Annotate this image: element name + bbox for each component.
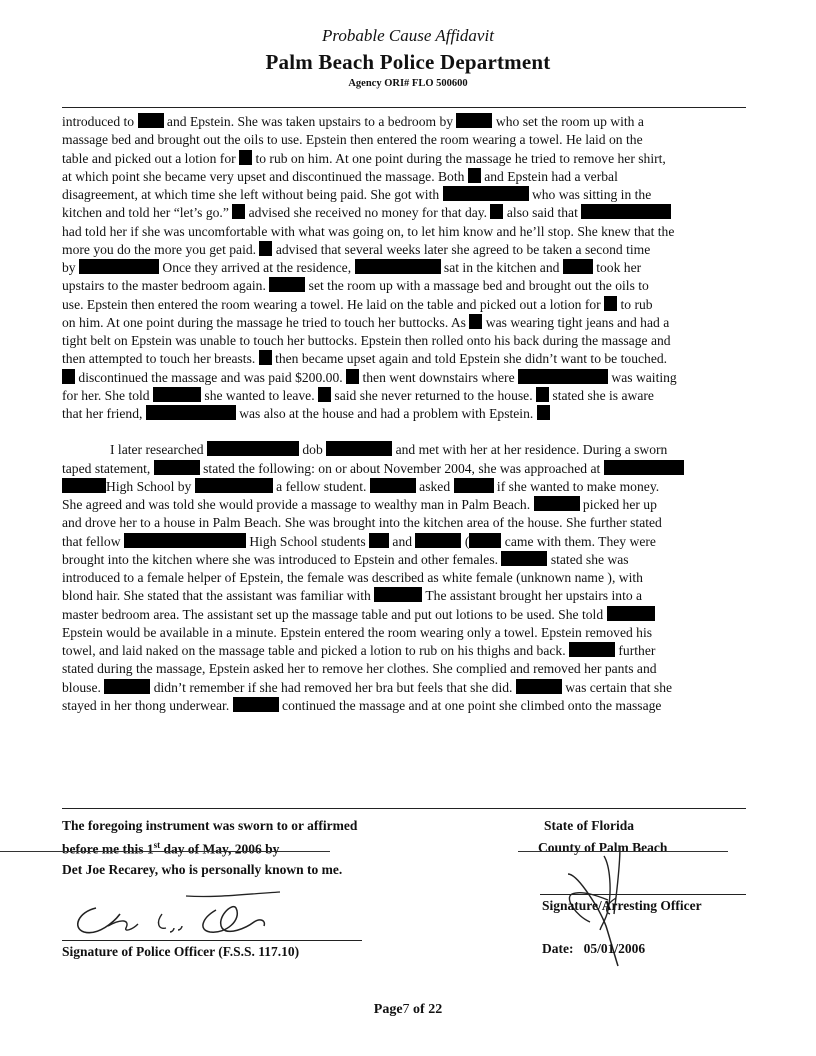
text-run: who set the room up with a bbox=[492, 114, 644, 129]
oath-line-2-pre: before me this 1 bbox=[62, 841, 154, 857]
text-run: she wanted to leave. bbox=[201, 387, 319, 403]
text-run: disagreement, at which time she left without being paid. She got with bbox=[62, 187, 443, 202]
text-run: at which point she became very upset and discontinued the massage. Both bbox=[62, 168, 468, 184]
page-prefix: Page bbox=[373, 1002, 403, 1017]
text-line bbox=[62, 350, 792, 368]
text-run: further bbox=[615, 643, 656, 658]
text-run: to rub on him. At one point during the massage he tried to remove her shirt, bbox=[252, 150, 666, 166]
text-run: I later researched bbox=[110, 442, 207, 458]
paragraph-gap bbox=[62, 423, 792, 441]
redaction-block bbox=[239, 150, 252, 165]
redaction-block bbox=[346, 369, 359, 384]
text-run: that fellow bbox=[62, 533, 124, 549]
paragraph-2 bbox=[62, 441, 792, 715]
text-line bbox=[62, 533, 792, 551]
text-run: and drove her to a house in Palm Beach. She was brought into the kitchen area of the house. She further stated bbox=[62, 515, 662, 531]
text-line bbox=[62, 642, 792, 660]
text-run: master bedroom area. The assistant set up the massage table and put out lotions to be used. She told bbox=[62, 606, 607, 622]
text-run: more you do the more you get paid. bbox=[62, 241, 260, 257]
text-line bbox=[62, 332, 792, 350]
text-run: introduced to bbox=[62, 114, 138, 129]
date-row bbox=[542, 941, 645, 957]
redaction-block bbox=[469, 533, 501, 548]
text-run: had told her if she was uncomfortable with what was going on, to let him know and he’ll stop. She knew that the bbox=[62, 223, 675, 239]
text-line bbox=[62, 259, 792, 277]
text-run: didn’t remember if she had removed her bra but feels that she did. bbox=[150, 679, 516, 695]
redaction-block bbox=[374, 587, 422, 602]
text-run: and bbox=[389, 533, 416, 549]
oath-line-2-post: day of May, 2006 by bbox=[160, 841, 280, 857]
text-run: stated she is aware bbox=[549, 387, 654, 403]
text-run: said she never returned to the house. bbox=[331, 387, 536, 403]
text-line bbox=[62, 587, 792, 605]
redaction-block bbox=[536, 387, 549, 402]
text-line bbox=[62, 113, 792, 131]
text-run: to rub bbox=[617, 296, 653, 312]
arresting-signature-line bbox=[540, 894, 746, 895]
redaction-block bbox=[138, 113, 164, 128]
text-run: stated the following: on or about November 2004, she was approached at bbox=[199, 460, 604, 476]
redaction-block bbox=[233, 697, 279, 712]
text-run: taped statement, bbox=[62, 460, 154, 476]
text-run: and met with her at her residence. During a sworn bbox=[392, 442, 668, 458]
date-value: 05/01/2006 bbox=[583, 941, 646, 956]
text-line bbox=[62, 296, 792, 314]
redaction-block bbox=[485, 186, 529, 201]
text-line bbox=[62, 514, 792, 532]
text-line bbox=[62, 204, 792, 222]
text-run: High School by bbox=[106, 478, 195, 494]
police-signature-label: Signature of Police Officer (F.S.S. 117.10) bbox=[62, 944, 300, 959]
text-run: stated during the massage, Epstein asked her to remove her clothes. She complied and removed her pants and bbox=[62, 661, 657, 677]
text-run: and Epstein. She was taken upstairs to a bedroom by bbox=[163, 114, 457, 129]
text-line bbox=[62, 314, 792, 332]
text-run: introduced to a female helper of Epstein, the female was described as white female (unknown name ), with bbox=[62, 570, 643, 585]
text-run: Epstein would be available in a minute. Epstein entered the room wearing only a towel. Epstein removed his bbox=[62, 624, 653, 640]
text-line bbox=[62, 697, 792, 715]
redaction-block bbox=[62, 478, 106, 493]
redaction-block bbox=[115, 259, 159, 274]
page-number: 7 bbox=[402, 1002, 410, 1017]
redaction-block bbox=[259, 241, 272, 256]
signature-section-rule bbox=[62, 808, 746, 809]
text-run: was wearing tight jeans and had a bbox=[482, 314, 670, 330]
redaction-block bbox=[154, 460, 200, 475]
redaction-block bbox=[355, 259, 397, 274]
text-run: if she wanted to make money. bbox=[493, 478, 660, 494]
text-line bbox=[62, 624, 792, 642]
text-run: towel, and laid naked on the massage table and picked a lotion to rub on his thighs and back. bbox=[62, 643, 569, 658]
header-rule bbox=[62, 107, 746, 108]
text-run: asked bbox=[415, 478, 454, 494]
text-line bbox=[62, 241, 792, 259]
text-line bbox=[62, 569, 792, 587]
text-run: advised she received no money for that day. bbox=[245, 205, 491, 221]
redaction-block bbox=[469, 314, 482, 329]
text-run: also said that bbox=[503, 205, 582, 221]
arresting-signature-label: Signature/Arresting Officer bbox=[542, 898, 702, 913]
text-run: advised that several weeks later she agreed to be taken a second time bbox=[272, 241, 651, 257]
redaction-block bbox=[225, 478, 273, 493]
text-run: for her. She told bbox=[62, 387, 153, 403]
text-run: tight belt on Epstein was unable to touch her buttocks. Epstein then rolled onto his back during the massage and bbox=[62, 333, 671, 348]
oath-line-3: Det Joe Recarey, who is personally known to me. bbox=[62, 862, 343, 877]
text-line bbox=[62, 186, 792, 204]
text-run: who was sitting in the bbox=[528, 187, 652, 202]
text-run: ( bbox=[461, 533, 470, 549]
text-line bbox=[62, 441, 792, 459]
text-run: then became upset again and told Epstein she didn’t want to be touched. bbox=[271, 351, 668, 367]
redaction-block bbox=[563, 259, 593, 274]
text-run: a fellow student. bbox=[272, 478, 370, 494]
text-run: was certain that she bbox=[561, 679, 673, 695]
paragraph-1 bbox=[62, 113, 792, 423]
redaction-block bbox=[318, 387, 331, 402]
redaction-block bbox=[604, 296, 617, 311]
redaction-block bbox=[326, 441, 392, 456]
redaction-block bbox=[195, 478, 225, 493]
redaction-block bbox=[581, 204, 623, 219]
text-line bbox=[62, 660, 792, 678]
text-line bbox=[62, 387, 792, 405]
text-run: set the room up with a massage bed and brought out the oils to bbox=[305, 278, 649, 294]
redaction-block bbox=[188, 405, 236, 420]
text-run: by bbox=[62, 260, 79, 275]
text-line bbox=[62, 150, 792, 168]
county-label: County of Palm Beach bbox=[538, 840, 668, 855]
oath-ordinal-suffix: st bbox=[153, 840, 161, 850]
redaction-block bbox=[518, 369, 560, 384]
text-line bbox=[62, 496, 792, 514]
redaction-block bbox=[207, 441, 249, 456]
redaction-block bbox=[443, 186, 485, 201]
page-total: of 22 bbox=[409, 1002, 443, 1017]
text-run: then attempted to touch her breasts. bbox=[62, 351, 259, 367]
text-line bbox=[62, 277, 792, 295]
text-line bbox=[62, 168, 792, 186]
redaction-block bbox=[537, 405, 550, 420]
text-run: came with them. They were bbox=[501, 533, 656, 549]
text-run: table and picked out a lotion for bbox=[62, 150, 240, 166]
text-run: that her friend, bbox=[62, 406, 146, 421]
redaction-block bbox=[62, 369, 75, 384]
oath-line-2 bbox=[62, 840, 279, 858]
redaction-block bbox=[232, 204, 245, 219]
text-line bbox=[62, 460, 792, 478]
redaction-block bbox=[468, 168, 481, 183]
text-line bbox=[62, 131, 792, 149]
redaction-block bbox=[370, 478, 416, 493]
text-run: took her bbox=[592, 260, 642, 275]
text-line bbox=[62, 478, 792, 496]
text-run: then went downstairs where bbox=[359, 369, 519, 385]
redaction-block bbox=[79, 259, 115, 274]
redaction-block bbox=[249, 441, 299, 456]
redaction-block bbox=[607, 606, 655, 621]
redaction-block bbox=[104, 679, 150, 694]
redaction-block bbox=[501, 551, 547, 566]
oath-line-1: The foregoing instrument was sworn to or affirmed bbox=[62, 818, 358, 833]
text-run: blouse. bbox=[62, 679, 105, 695]
redaction-block bbox=[415, 533, 461, 548]
redaction-block bbox=[623, 204, 671, 219]
redaction-block bbox=[269, 277, 305, 292]
date-label: Date: bbox=[542, 941, 574, 956]
text-line bbox=[62, 606, 792, 624]
text-run: and Epstein had a verbal bbox=[480, 168, 618, 184]
department-name: Palm Beach Police Department bbox=[265, 50, 551, 74]
text-run: use. Epstein then entered the room wearing a towel. He laid on the table and picked out a lotion for bbox=[62, 296, 605, 312]
text-run: sat in the kitchen and bbox=[440, 260, 563, 275]
redaction-block bbox=[516, 679, 562, 694]
text-run: kitchen and told her “let’s go.” bbox=[62, 205, 233, 221]
text-line bbox=[62, 551, 792, 569]
state-label: State of Florida bbox=[544, 818, 634, 833]
text-run: Once they arrived at the residence, bbox=[159, 260, 355, 275]
redaction-block bbox=[124, 533, 246, 548]
redaction-block bbox=[397, 259, 441, 274]
redaction-block bbox=[454, 478, 494, 493]
text-run: picked her up bbox=[579, 497, 657, 512]
oath-strikethrough bbox=[0, 851, 330, 852]
text-run: stayed in her thong underwear. bbox=[62, 697, 233, 713]
text-run: brought into the kitchen where she was introduced to Epstein and other females. bbox=[62, 551, 502, 567]
text-run: was also at the house and had a problem with Epstein. bbox=[235, 406, 537, 421]
agency-ori: Agency ORI# FLO 500600 bbox=[348, 78, 468, 89]
text-line bbox=[62, 405, 792, 423]
text-run: upstairs to the master bedroom again. bbox=[62, 278, 270, 294]
text-run: She agreed and was told she would provide a massage to wealthy man in Palm Beach. bbox=[62, 497, 534, 512]
text-run: massage bed and brought out the oils to use. Epstein then entered the room wearing a towel. He laid on the bbox=[62, 132, 643, 148]
text-run: High School students bbox=[245, 533, 370, 549]
redaction-block bbox=[569, 642, 615, 657]
police-signature-line bbox=[62, 940, 362, 941]
redaction-block bbox=[456, 113, 492, 128]
text-run: The assistant brought her upstairs into a bbox=[422, 588, 643, 604]
text-line bbox=[62, 369, 792, 387]
redaction-block bbox=[604, 460, 684, 475]
redaction-block bbox=[146, 405, 188, 420]
police-officer-signature bbox=[66, 888, 296, 940]
text-line bbox=[62, 679, 792, 697]
text-run: stated she was bbox=[547, 551, 629, 567]
text-line bbox=[62, 223, 792, 241]
text-run: on him. At one point during the massage he tried to touch her buttocks. As bbox=[62, 314, 470, 330]
redaction-block bbox=[560, 369, 608, 384]
text-run: blond hair. She stated that the assistant was familiar with bbox=[62, 588, 375, 604]
text-run: was waiting bbox=[608, 369, 677, 385]
affidavit-body bbox=[62, 113, 792, 715]
text-run: dob bbox=[298, 442, 327, 458]
text-run: discontinued the massage and was paid $200.00. bbox=[75, 369, 347, 385]
text-run: continued the massage and at one point she climbed onto the massage bbox=[278, 697, 662, 713]
redaction-block bbox=[259, 350, 272, 365]
page-footer bbox=[0, 1002, 816, 1018]
redaction-block bbox=[534, 496, 580, 511]
redaction-block bbox=[153, 387, 201, 402]
redaction-block bbox=[369, 533, 389, 548]
form-title: Probable Cause Affidavit bbox=[322, 26, 494, 45]
redaction-block bbox=[490, 204, 503, 219]
